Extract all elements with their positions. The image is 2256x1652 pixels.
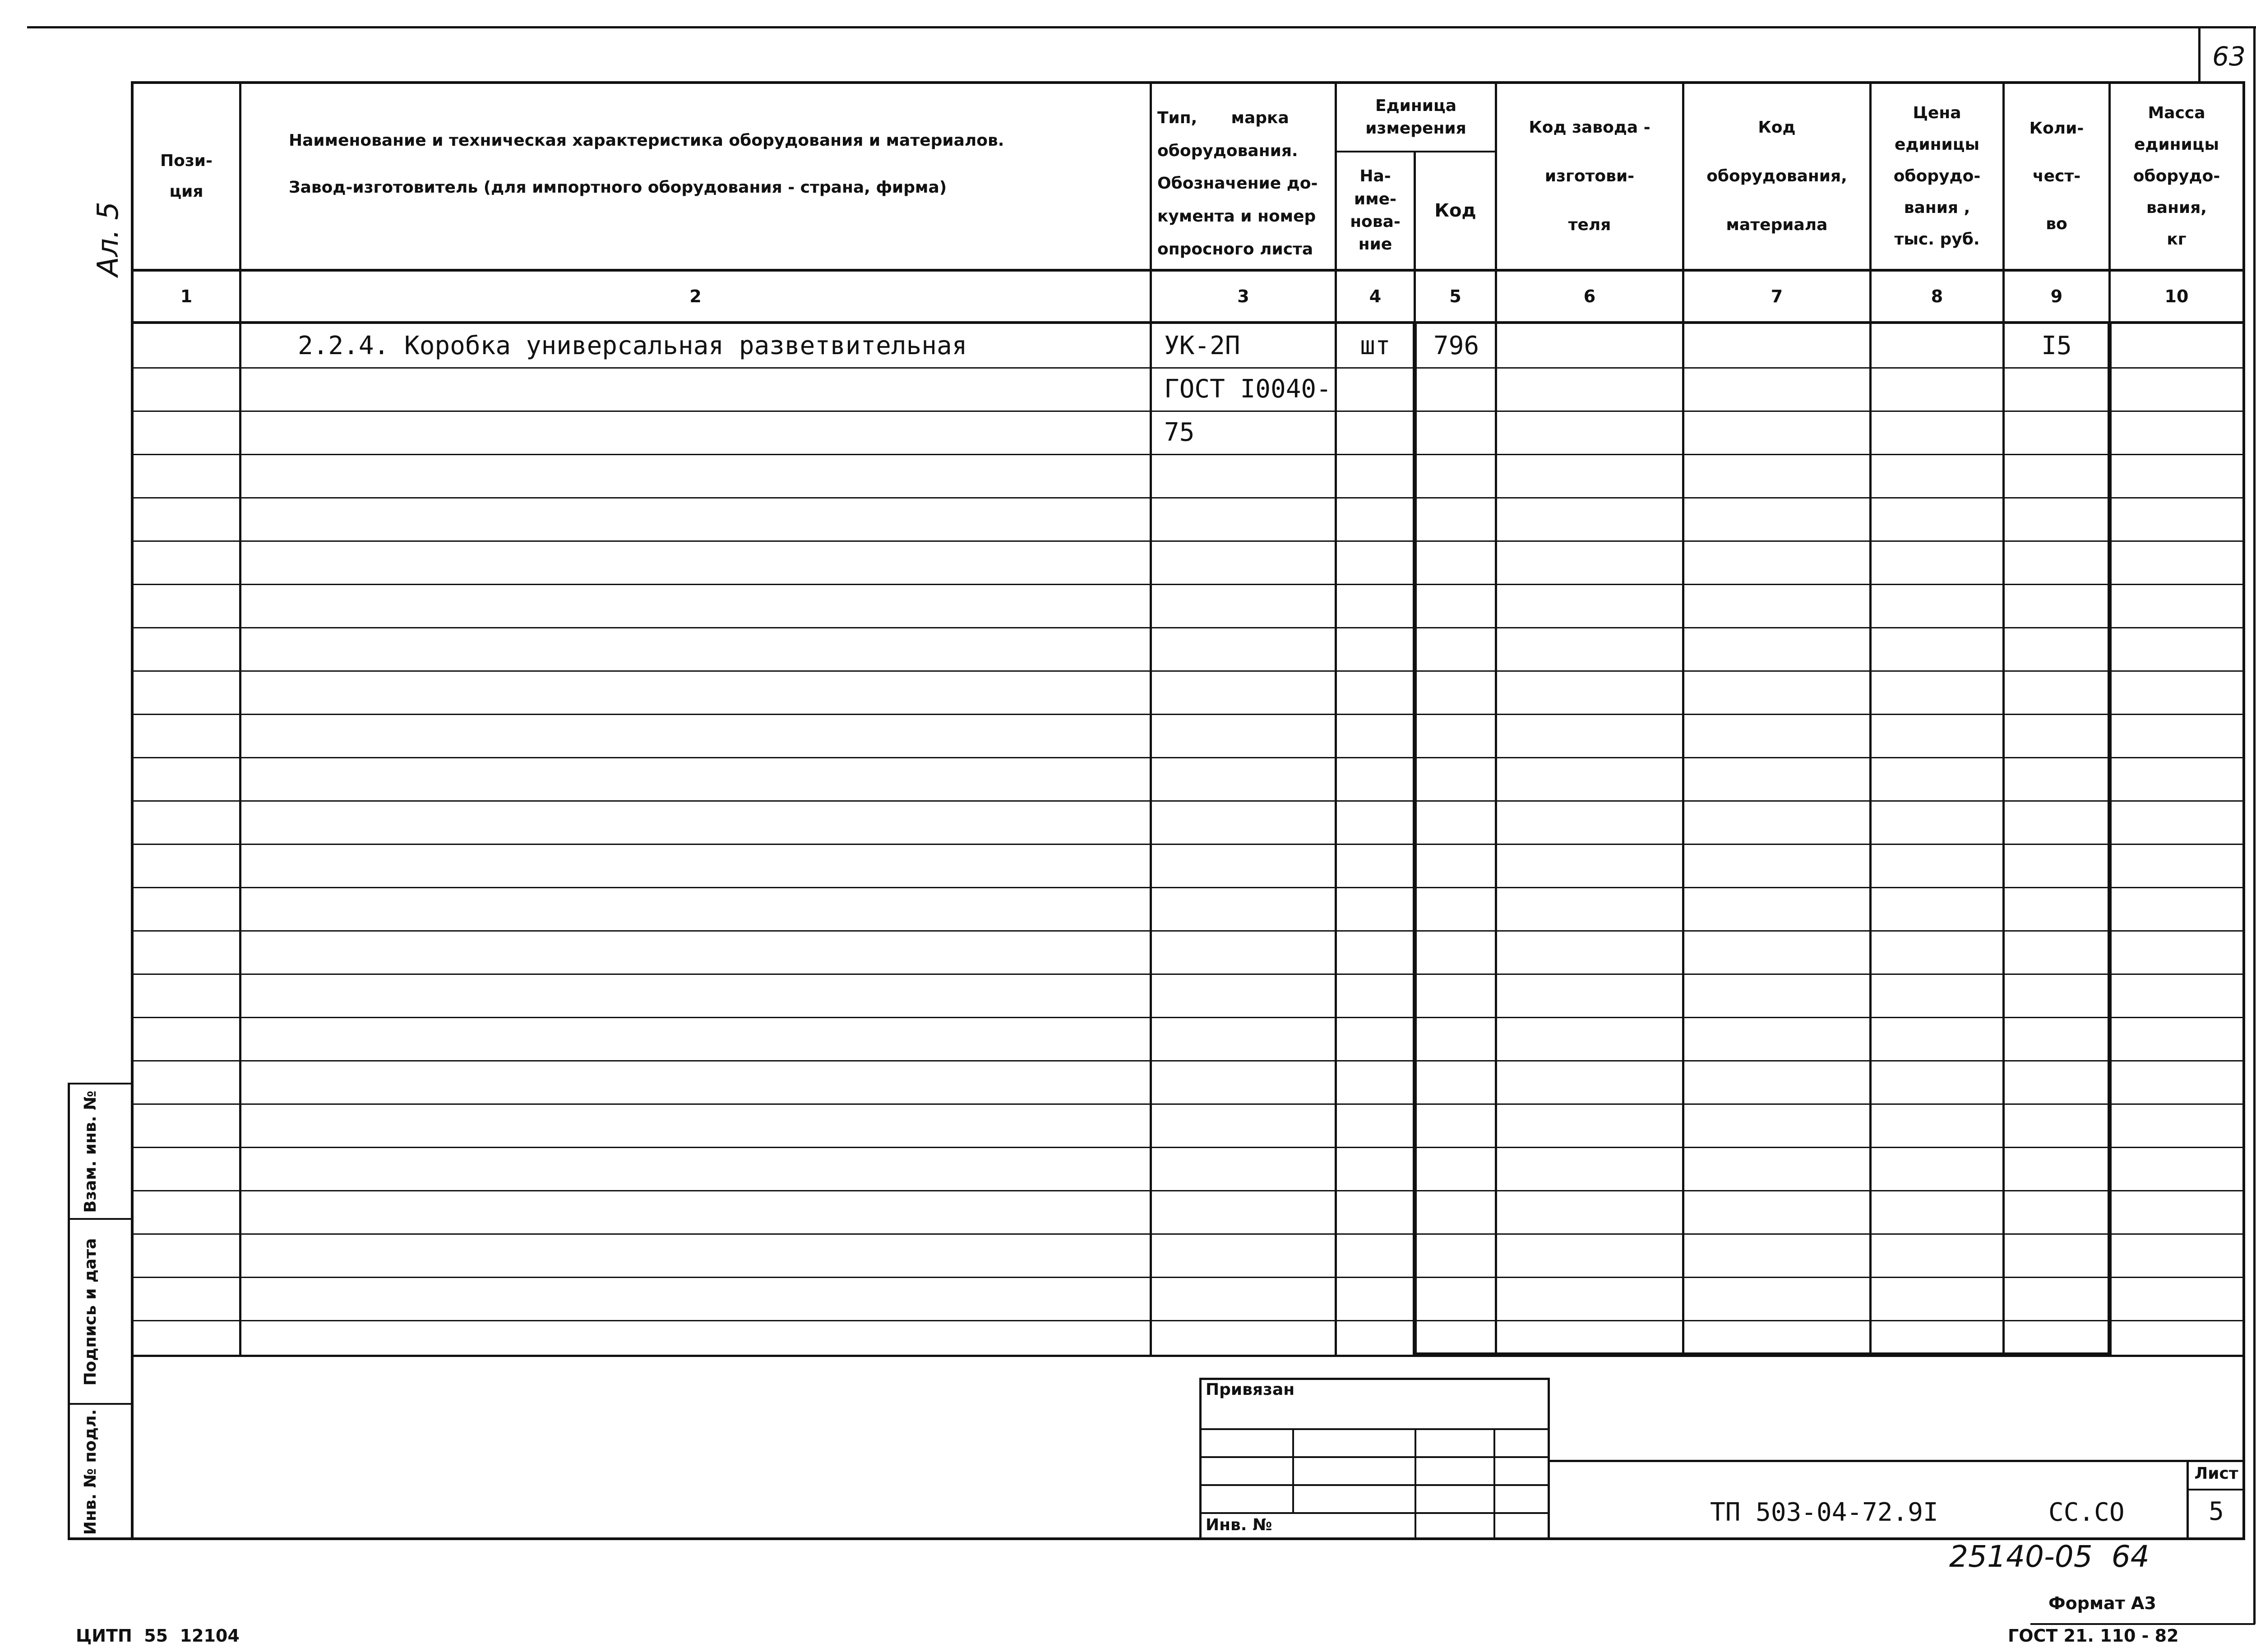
row-line — [131, 1233, 2245, 1235]
row-line — [131, 757, 2245, 758]
row-3-type: 75 — [1164, 417, 1195, 447]
row-1-unit: шт — [1360, 331, 1391, 360]
header-line: измерения — [1365, 119, 1466, 138]
header-line: Пози- — [160, 151, 213, 170]
row-line — [131, 1320, 2245, 1321]
row-line — [131, 497, 2245, 498]
doc-mark: СС.СО — [2048, 1498, 2125, 1527]
privyazan-row-2 — [1200, 1456, 1550, 1458]
header-line: изготови- — [1544, 167, 1635, 185]
header-unit-group — [1337, 84, 1495, 151]
header-line: Тип, марка — [1157, 109, 1289, 127]
header-mass — [2111, 84, 2242, 269]
col-number: 9 — [2050, 286, 2063, 306]
row-1-qty: I5 — [2041, 331, 2072, 360]
header-line: Единица — [1375, 96, 1456, 115]
printer-label: ЦИТП 55 12104 — [76, 1626, 240, 1646]
row-line — [131, 930, 2245, 932]
privyazan-left — [1199, 1378, 1202, 1539]
row-line — [131, 887, 2245, 888]
right-border-line — [2253, 26, 2256, 1624]
col-number: 10 — [2164, 286, 2189, 306]
header-line: Цена — [1913, 103, 1961, 122]
stamp-inv-podl: Инв. № подл. — [81, 1409, 100, 1535]
page-number: 63 — [2212, 41, 2246, 72]
title-strip-top — [1548, 1460, 2245, 1462]
sheet-box-left — [2187, 1460, 2189, 1540]
sheet-box-split — [2187, 1489, 2245, 1490]
row-line — [131, 540, 2245, 542]
frame-bottom-line — [68, 1537, 2245, 1540]
page-number-box-left — [2198, 26, 2201, 84]
row-line — [131, 800, 2245, 802]
header-line: оборудо- — [1893, 166, 1981, 185]
header-position — [134, 84, 239, 269]
header-line: ция — [169, 182, 203, 201]
header-line: теля — [1568, 216, 1611, 234]
header-line: Наименование и техническая характеристика оборудования и материалов. — [289, 131, 1004, 150]
bold-box-bottom — [1413, 1352, 2112, 1357]
header-line: Коли- — [2029, 119, 2084, 138]
col-number: 8 — [1931, 286, 1943, 306]
header-plant-code — [1497, 84, 1682, 269]
col-number: 5 — [1449, 286, 1461, 306]
row-line — [131, 1277, 2245, 1278]
sheet-label: Лист — [2194, 1464, 2238, 1483]
row-line — [131, 844, 2245, 845]
top-border-line — [27, 26, 2256, 28]
handwritten-code: 25140-05 64 — [1949, 1539, 2150, 1574]
row-line — [131, 1103, 2245, 1105]
header-line: Завод-изготовитель (для импортного оборудования - страна, фирма) — [289, 178, 947, 197]
col-number: 4 — [1369, 286, 1382, 306]
row-2-type: ГОСТ I0040- — [1164, 374, 1331, 404]
privyazan-col-1 — [1292, 1428, 1294, 1514]
row-1-name: 2.2.4. Коробка универсальная разветвительная — [298, 331, 967, 360]
header-line: единицы — [2134, 135, 2219, 154]
header-name — [289, 117, 1137, 208]
header-line: оборудо- — [2133, 166, 2220, 185]
header-line: оборудования, — [1706, 167, 1847, 185]
header-line: тыс. руб. — [1894, 230, 1980, 249]
header-line: во — [2046, 215, 2067, 234]
row-line — [131, 714, 2245, 715]
header-line: Масса — [2148, 103, 2205, 122]
privyazan-right — [1548, 1378, 1550, 1539]
doc-code: ТП 503-04-72.9I — [1710, 1498, 1938, 1527]
col-number: 1 — [180, 286, 193, 306]
row-line — [131, 974, 2245, 975]
row-line — [131, 454, 2245, 455]
row-line — [131, 627, 2245, 628]
privyazan-row-4 — [1200, 1512, 1550, 1514]
col-number: 6 — [1583, 286, 1596, 306]
header-line: материала — [1726, 216, 1828, 234]
side-note: Ал. 5 — [92, 201, 125, 277]
header-price — [1872, 84, 2002, 269]
col-number: 7 — [1771, 286, 1783, 306]
header-line: чест- — [2032, 166, 2081, 185]
row-1-type: УК-2П — [1164, 331, 1240, 360]
gost-label: ГОСТ 21. 110 - 82 — [2008, 1626, 2179, 1646]
header-line: ние — [1358, 235, 1392, 254]
header-line: На- — [1359, 167, 1391, 186]
privyazan-top — [1200, 1378, 1550, 1380]
format-label: Формат А3 — [2048, 1593, 2156, 1613]
header-line: Код — [1758, 118, 1796, 137]
row-line — [131, 584, 2245, 585]
header-unit-code — [1416, 152, 1495, 269]
row-1-code: 796 — [1433, 331, 1479, 360]
bottom-border-line — [2030, 1623, 2255, 1625]
privyazan-row-3 — [1200, 1484, 1550, 1486]
bold-box-left — [1413, 321, 1417, 1357]
row-line — [131, 1190, 2245, 1191]
row-line — [131, 1060, 2245, 1061]
header-line: вания, — [2146, 198, 2207, 217]
bold-box-right — [2108, 321, 2112, 1357]
privyazan-col-3 — [1493, 1428, 1495, 1539]
header-line: Код завода - — [1529, 118, 1650, 137]
header-line: кумента и номер — [1157, 207, 1316, 226]
row-line — [131, 1147, 2245, 1148]
stamp-podpis-data: Подпись и дата — [81, 1238, 100, 1386]
header-line: име- — [1354, 189, 1396, 208]
inv-no-label: Инв. № — [1206, 1516, 1272, 1534]
header-quantity — [2005, 84, 2108, 269]
privyazan-col-2 — [1415, 1428, 1416, 1539]
row-line — [131, 670, 2245, 672]
sheet-number: 5 — [2209, 1497, 2224, 1526]
header-line: Обозначение до- — [1157, 174, 1318, 193]
header-line: единицы — [1894, 135, 1980, 154]
header-line: оборудования. — [1157, 141, 1298, 160]
row-line — [131, 1017, 2245, 1018]
col-number: 3 — [1237, 286, 1249, 306]
header-line: Код — [1434, 200, 1476, 221]
header-line: вания , — [1904, 198, 1970, 217]
header-line: кг — [2167, 230, 2187, 249]
header-type — [1157, 102, 1333, 269]
privyazan-label: Привязан — [1206, 1380, 1295, 1399]
header-line: нова- — [1350, 212, 1401, 231]
header-line: опросного листа — [1157, 240, 1313, 258]
side-stamp-left-line — [68, 1083, 70, 1540]
stamp-vzam-inv: Взам. инв. № — [81, 1090, 100, 1213]
header-unit-name — [1337, 152, 1414, 269]
privyazan-row-1 — [1200, 1428, 1550, 1430]
col-number: 2 — [689, 286, 702, 306]
side-stamp-split-2 — [68, 1403, 134, 1405]
header-equipment-code — [1684, 84, 1869, 269]
